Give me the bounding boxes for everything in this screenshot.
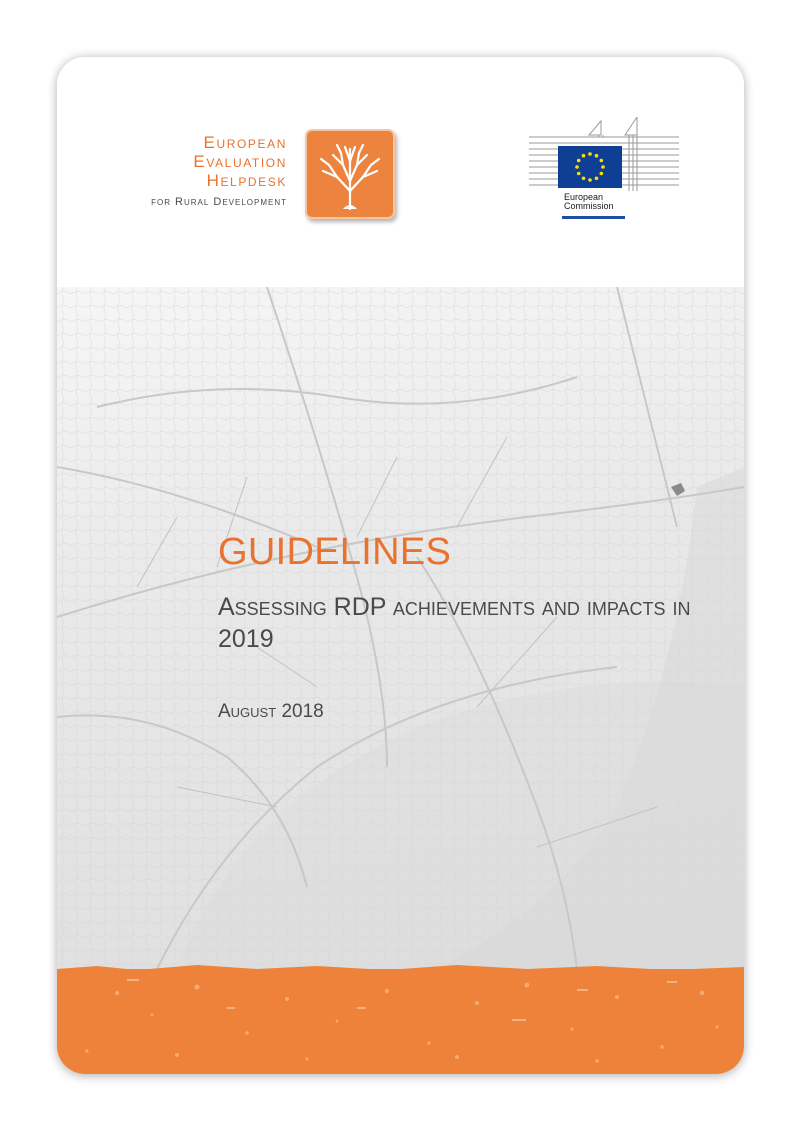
eehrd-subline: for Rural Development <box>151 196 287 208</box>
european-commission-logo <box>529 117 679 221</box>
eehrd-wordmark <box>151 133 287 208</box>
ec-line-1: European <box>564 192 604 202</box>
grunge-texture <box>57 963 744 1074</box>
tree-icon <box>305 129 395 219</box>
document-subtitle: Assessing RDP achievements and impacts in 2019 <box>218 593 691 653</box>
eehrd-logo <box>105 129 355 229</box>
cover-page <box>57 57 744 1074</box>
ec-underline <box>562 216 625 219</box>
footer-band <box>57 969 744 1074</box>
ec-line-2: Commission <box>564 201 614 211</box>
document-title: GUIDELINES <box>218 531 452 573</box>
publication-date: August 2018 <box>218 701 324 722</box>
ec-wordmark <box>564 193 614 211</box>
eehrd-line-2: Evaluation <box>193 152 287 171</box>
eu-flag-icon <box>558 146 622 188</box>
eehrd-line-1: European <box>203 133 287 152</box>
eehrd-line-3: Helpdesk <box>206 171 287 190</box>
header <box>57 57 744 287</box>
